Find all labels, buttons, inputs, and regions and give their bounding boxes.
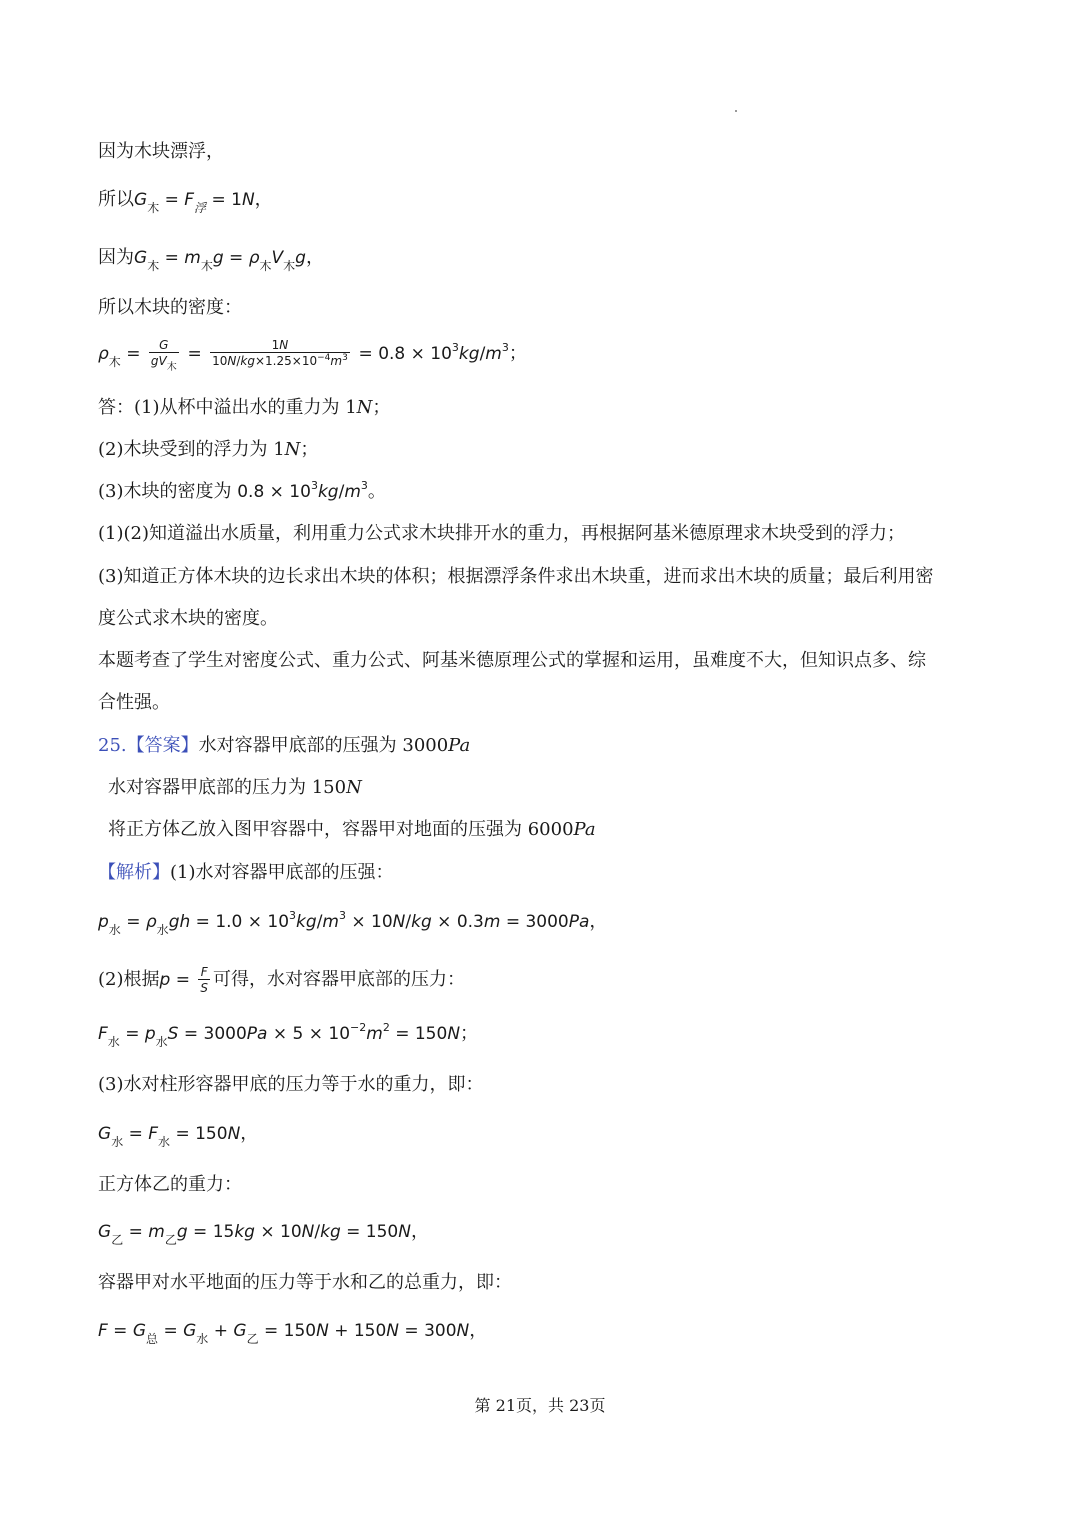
question-25-answer-heading: 25.【答案】水对容器甲底部的压强为 3000Pa [98,735,471,756]
line-column-container: (3)水对柱形容器甲底的压力等于水的重力，即： [98,1074,484,1095]
answer-line-3: (3)木块的密度为 $0.8 \times 10^3kg/m^3$。 [98,479,386,502]
analysis-line-2: (3)知道正方体木块的边长求出木块的体积；根据漂浮条件求出木块重，进而求出木块的质量；最后利用密 [98,566,934,587]
comment-line-1: 本题考查了学生对密度公式、重力公式、阿基米德原理公式的掌握和运用，虽难度不大，但知识点多、综 [98,650,926,671]
answer-25-line-3: 将正方体乙放入图甲容器中，容器甲对地面的压强为 6000Pa [108,819,596,840]
equation-water-weight: $G_水 = F_水 = 150N$， [98,1123,259,1149]
line-gravity-equals-buoyancy: 所以$G_木 = F_浮 = 1N$， [98,189,273,215]
analysis-line-3: 度公式求木块的密度。 [98,608,278,629]
equation-pressure: $p_水 = \rho_水gh = 1.0 \times 10^3kg/m^3 \times 10N/kg \times 0.3m = 3000Pa$， [98,909,608,937]
analysis-tag: 【解析】 [98,862,170,883]
line-floating: 因为木块漂浮， [98,141,224,162]
page-footer: 第 21页，共 23页 [474,1396,606,1415]
answer-25-line-2: 水对容器甲底部的压力为 150N [108,777,362,798]
analysis-heading: 【解析】(1)水对容器甲底部的压强： [98,862,394,883]
line-cube-weight: 正方体乙的重力： [98,1174,242,1195]
speck [735,110,737,112]
analysis-line-1: (1)(2)知道溢出水质量，利用重力公式求木块排开水的重力，再根据阿基米德原理求木块受到的浮力； [98,523,905,544]
comment-line-2: 合性强。 [98,692,170,713]
equation-cube-weight: $G_乙 = m_乙g = 15kg \times 10N/kg = 150N$， [98,1221,429,1247]
question-number: 25. [98,735,127,756]
line-pressure-formula: (2)根据p = $\frac{F}{S}$ 可得，水对容器甲底部的压力： [98,964,465,995]
line-total-force: 容器甲对水平地面的压力等于水和乙的总重力，即： [98,1272,512,1293]
line-density-heading: 所以木块的密度： [98,297,242,318]
answer-tag: 【答案】 [126,735,199,756]
equation-density: $\rho_木$ = $\frac{G}{gV_木}$ = $\frac{1N}{10N/kg\times 1.25\times 10^{-4}m^3}$ = $0.8 \times 10^3kg/m^3$； [98,337,527,373]
equation-total-force: $F = G_总 = G_水 + G_乙 = 150N + 150N = 300N$， [98,1320,488,1346]
answer-line-1: 答：(1)从杯中溢出水的重力为 1N； [98,397,391,418]
answer-line-2: (2)木块受到的浮力为 1N； [98,439,319,460]
line-gravity-formula: 因为$G_木 = m_木g = \rho_木V_木g$， [98,247,324,273]
equation-force: $F_水 = p_水S = 3000Pa \times 5 \times 10^{-2}m^2 = 150N$； [98,1021,479,1049]
